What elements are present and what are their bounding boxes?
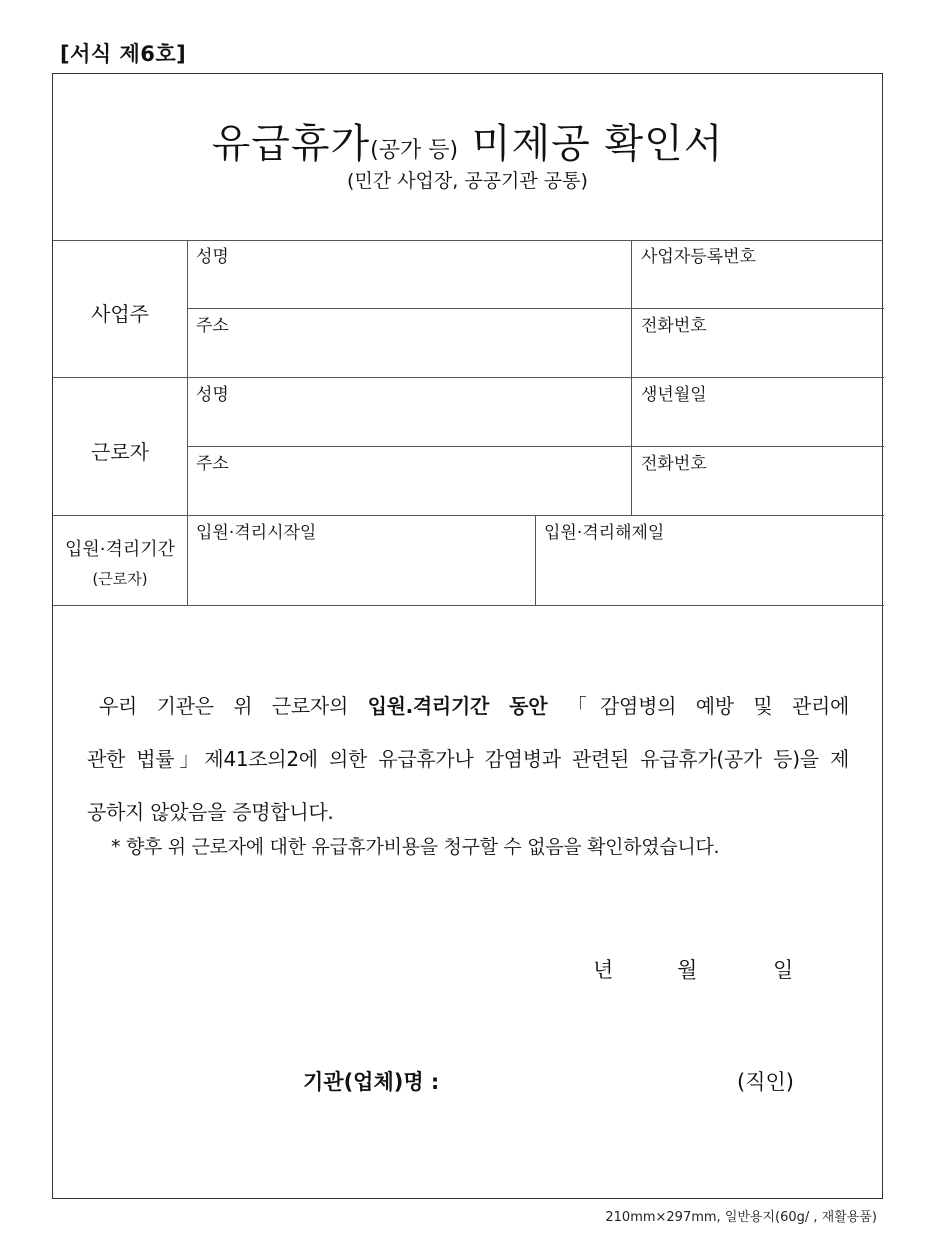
date-year[interactable]: 년 bbox=[593, 958, 614, 982]
paper-spec-footer: 210mm×297mm, 일반용지(60g/ , 재활용품) bbox=[605, 1210, 877, 1225]
row-divider bbox=[53, 377, 884, 378]
statement-line-3: 공하지 않았음을 증명합니다. bbox=[87, 800, 334, 824]
statement-line-1-end: 「감염병의 예방 및 관리에 bbox=[566, 694, 850, 718]
title-main-b: 미제공 확인서 bbox=[471, 121, 724, 167]
period-start-field[interactable]: 입원·격리시작일 bbox=[196, 523, 317, 543]
employer-address-field[interactable]: 주소 bbox=[196, 316, 229, 336]
statement-line-1 bbox=[87, 680, 849, 733]
title-area bbox=[53, 74, 882, 241]
row-divider bbox=[53, 515, 884, 516]
row-divider bbox=[187, 446, 884, 447]
statement-line-2: 관한 법률」제41조의2에 의한 유급휴가나 감염병과 관련된 유급휴가(공가 등)을 제 bbox=[87, 747, 849, 771]
statement-line-1-start: 우리 기관은 위 근로자의 bbox=[99, 694, 368, 718]
worker-label: 근로자 bbox=[91, 440, 149, 464]
period-sublabel: (근로자) bbox=[92, 570, 148, 588]
title-small: (공가 등) bbox=[370, 138, 459, 163]
worker-phone-field[interactable]: 전화번호 bbox=[641, 454, 707, 474]
period-label: 입원·격리기간 bbox=[64, 539, 176, 560]
page-subtitle: (민간 사업장, 공공기관 공통) bbox=[347, 170, 588, 192]
row-divider bbox=[187, 308, 884, 309]
period-end-field[interactable]: 입원·격리해제일 bbox=[544, 523, 665, 543]
worker-address-field[interactable]: 주소 bbox=[196, 454, 229, 474]
date-month[interactable]: 월 bbox=[677, 958, 698, 982]
official-seal-label: (직인) bbox=[737, 1070, 794, 1094]
page-title bbox=[53, 112, 882, 169]
column-divider bbox=[187, 240, 188, 605]
employer-reg-no-field[interactable]: 사업자등록번호 bbox=[641, 247, 756, 267]
statement-note: * 향후 위 근로자에 대한 유급휴가비용을 청구할 수 없음을 확인하였습니다. bbox=[111, 836, 720, 858]
certificate-frame bbox=[52, 73, 883, 1199]
column-divider bbox=[535, 515, 536, 605]
worker-birth-field[interactable]: 생년월일 bbox=[641, 385, 707, 405]
form-number: [서식 제6호] bbox=[60, 42, 187, 66]
title-main-a: 유급휴가 bbox=[211, 121, 371, 167]
worker-name-field[interactable]: 성명 bbox=[196, 385, 229, 405]
statement-bold-period: 입원.격리기간 동안 bbox=[367, 694, 548, 718]
column-divider bbox=[631, 240, 632, 515]
employer-name-field[interactable]: 성명 bbox=[196, 247, 229, 267]
organization-name-label: 기관(업체)명 : bbox=[303, 1070, 440, 1094]
row-divider bbox=[53, 605, 884, 606]
employer-phone-field[interactable]: 전화번호 bbox=[641, 316, 707, 336]
employer-label: 사업주 bbox=[91, 302, 149, 326]
date-day[interactable]: 일 bbox=[773, 958, 794, 982]
